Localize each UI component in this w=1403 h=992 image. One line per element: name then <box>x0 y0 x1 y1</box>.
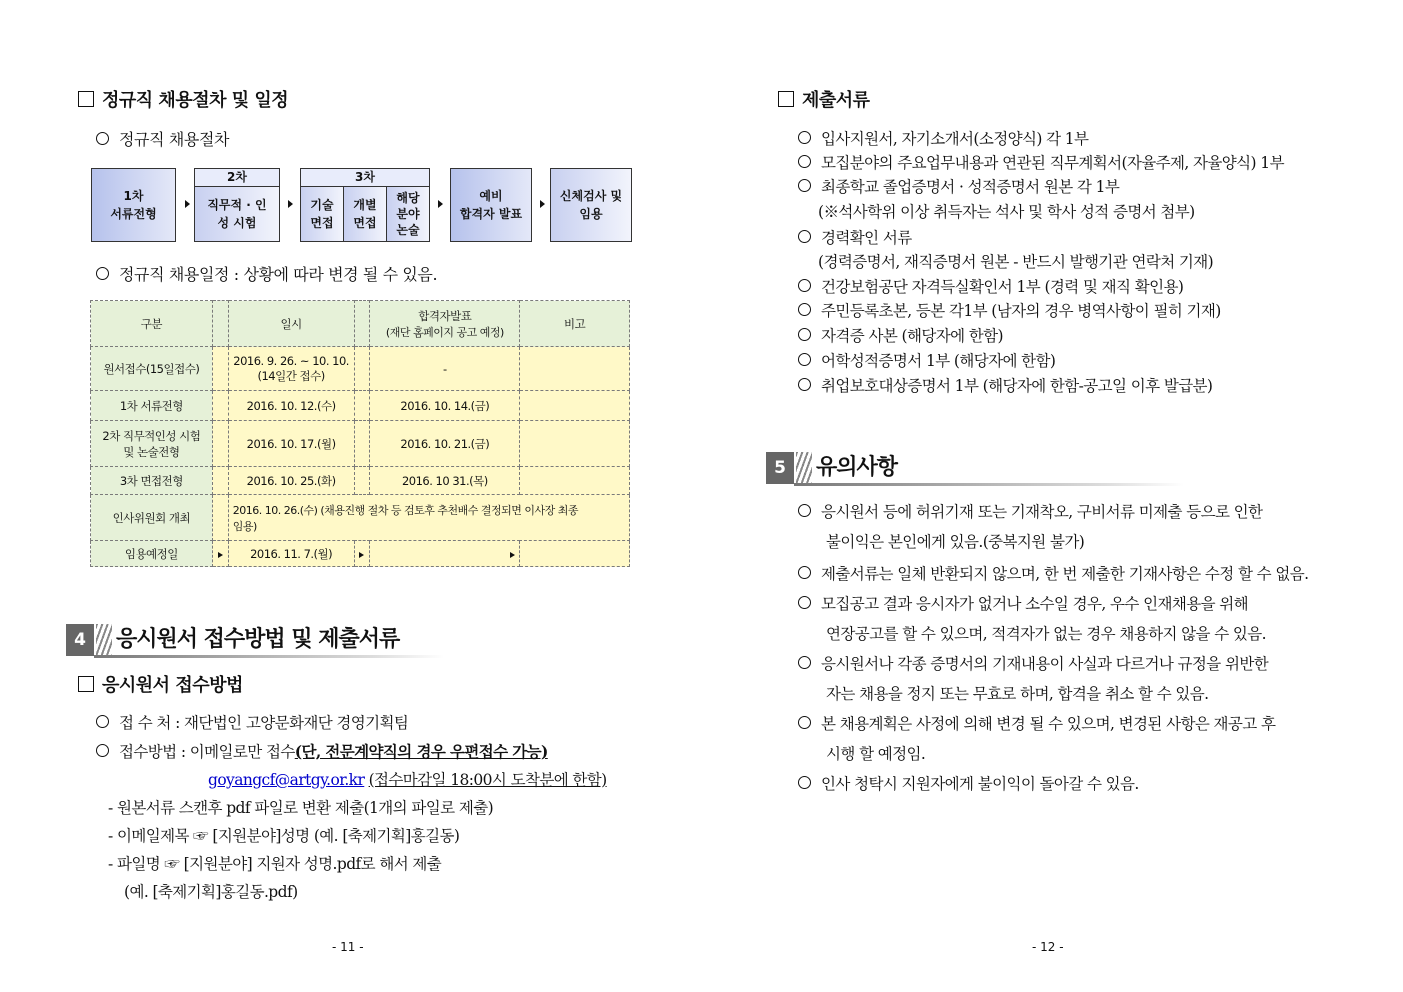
doc-item: 건강보험공단 자격득실확인서 1부 (경력 및 재직 확인용) <box>798 275 1183 297</box>
page-number-right: - 12 - <box>1032 940 1064 954</box>
flow-step-3-essay: 해당 분야 논술 <box>386 186 430 242</box>
table-row: 1차 서류전형 2016. 10. 12.(수) 2016. 10. 14.(금) <box>91 391 630 421</box>
stripe-decoration <box>796 452 812 484</box>
doc-item: 취업보호대상증명서 1부 (해당자에 한함-공고일 이후 발급분) <box>798 374 1212 396</box>
flow-step-5: 신체검사 및 임용 <box>550 168 632 242</box>
doc-item: 주민등록초본, 등본 각1부 (남자의 경우 병역사항이 필히 기재) <box>798 299 1221 321</box>
notice-item: 응시원서나 각종 증명서의 기재내용이 사실과 다르거나 규정을 위반한 <box>798 652 1268 674</box>
divider <box>94 655 444 658</box>
table-header-row <box>91 301 630 347</box>
stripe-decoration <box>96 624 112 656</box>
circle-bullet-icon <box>798 716 811 729</box>
triangle-marker-icon <box>510 552 515 558</box>
checkbox-square-icon <box>778 91 794 107</box>
notice-item-cont: 불이익은 본인에게 있음.(중복지원 불가) <box>826 533 1085 551</box>
apply-dash-3-example: (예. [축제기획]홍길동.pdf) <box>124 883 298 901</box>
apply-dash-2: - 이메일제목 ☞ [지원분야]성명 (예. [축제기획]홍길동) <box>108 827 460 845</box>
section-heading-apply: 응시원서 접수방법 <box>78 671 243 697</box>
flow-step-2-head: 2차 <box>194 168 280 187</box>
notice-item: 본 채용계획은 사정에 의해 변경 될 수 있으며, 변경된 사항은 재공고 후 <box>798 712 1275 734</box>
doc-item: 경력확인 서류 <box>798 226 912 248</box>
circle-bullet-icon <box>96 744 109 757</box>
circle-bullet-icon <box>798 131 811 144</box>
flow-step-3-head: 3차 <box>300 168 430 187</box>
notice-item-cont: 자는 채용을 정지 또는 무효로 하며, 합격을 취소 할 수 있음. <box>826 685 1209 703</box>
doc-item: 입사지원서, 자기소개서(소정양식) 각 1부 <box>798 127 1088 149</box>
table-row: 2차 직무적인성 시험 및 논술전형 2016. 10. 17.(월) 2016. 10. 21.(금) <box>91 421 630 467</box>
checkbox-square-icon <box>78 91 94 107</box>
table-row: 3차 면접전형 2016. 10. 25.(화) 2016. 10 31.(목) <box>91 467 630 495</box>
table-header-announce: 합격자발표 (재단 홈페이지 공고 예정) <box>370 301 520 347</box>
notice-item: 모집공고 결과 응시자가 없거나 소수일 경우, 우수 인재채용을 위해 <box>798 592 1248 614</box>
flow-step-1: 1차 서류전형 <box>91 168 176 242</box>
section-title: 정규직 채용절차 및 일정 <box>102 90 289 111</box>
page-number-left: - 11 - <box>332 940 364 954</box>
section-heading-documents: 제출서류 <box>778 86 870 112</box>
doc-item: 자격증 사본 (해당자에 한함) <box>798 324 1003 346</box>
circle-bullet-icon <box>96 132 109 145</box>
doc-item-note: (※석사학위 이상 취득자는 석사 및 학사 성적 증명서 첨부) <box>818 203 1195 221</box>
doc-item-note: (경력증명서, 재직증명서 원본 - 반드시 발행기관 연락처 기재) <box>818 253 1214 271</box>
circle-bullet-icon <box>798 230 811 243</box>
doc-item: 어학성적증명서 1부 (해당자에 한함) <box>798 349 1055 371</box>
table-header-note: 비고 <box>520 301 630 347</box>
apply-dash-1: - 원본서류 스캔후 pdf 파일로 변환 제출(1개의 파일로 제출) <box>108 799 494 817</box>
apply-email-line: goyangcf@artgy.or.kr (접수마감일 18:00시 도착분에 한함) <box>208 771 607 789</box>
divider <box>794 483 1184 486</box>
circle-bullet-icon <box>798 353 811 366</box>
table-row: 인사위원회 개최 2016. 10. 26.(수) (채용진행 절차 등 검토후 추천배수 결정되면 이사장 최종 임용) <box>91 495 630 541</box>
circle-bullet-icon <box>798 303 811 316</box>
triangle-marker-icon <box>359 552 364 558</box>
checkbox-square-icon <box>78 676 94 692</box>
arrow-right-icon <box>185 200 190 208</box>
table-header-date: 일시 <box>228 301 354 347</box>
notice-item-cont: 연장공고를 할 수 있으며, 적격자가 없는 경우 채용하지 않을 수 있음. <box>826 625 1266 643</box>
circle-bullet-icon <box>798 179 811 192</box>
circle-bullet-icon <box>798 279 811 292</box>
notice-item: 응시원서 등에 허위기재 또는 기재착오, 구비서류 미제출 등으로 인한 <box>798 500 1262 522</box>
flow-step-2: 직무적 · 인 성 시험 <box>194 186 280 242</box>
section-banner-title: 유의사항 <box>816 455 898 480</box>
flow-step-3-tech: 기술 면접 <box>300 186 344 242</box>
circle-bullet-icon <box>96 267 109 280</box>
circle-bullet-icon <box>96 715 109 728</box>
circle-bullet-icon <box>798 596 811 609</box>
procedure-label: 정규직 채용절차 <box>96 127 229 150</box>
apply-dash-3: - 파일명 ☞ [지원분야] 지원자 성명.pdf로 해서 제출 <box>108 855 442 873</box>
circle-bullet-icon <box>798 776 811 789</box>
schedule-label: 정규직 채용일정 : 상황에 따라 변경 될 수 있음. <box>96 262 437 285</box>
circle-bullet-icon <box>798 378 811 391</box>
circle-bullet-icon <box>798 155 811 168</box>
table-header-category: 구분 <box>91 301 213 347</box>
notice-item-cont: 시행 할 예정임. <box>826 745 926 763</box>
section-heading-procedure <box>78 86 288 112</box>
schedule-table <box>90 300 630 567</box>
table-row: 원서접수(15일접수) 2016. 9. 26. ~ 10. 10. (14일간 접수) - <box>91 347 630 391</box>
circle-bullet-icon <box>798 504 811 517</box>
notice-item: 제출서류는 일체 반환되지 않으며, 한 번 제출한 기재사항은 수정 할 수 없음. <box>798 562 1308 584</box>
section-banner-4 <box>66 620 446 658</box>
arrow-right-icon <box>438 200 443 208</box>
section-banner-title: 응시원서 접수방법 및 제출서류 <box>116 627 400 652</box>
apply-method: 접수방법 : 이메일로만 접수(단, 전문계약직의 경우 우편접수 가능) <box>96 740 548 762</box>
triangle-marker-icon <box>218 552 223 558</box>
flow-step-4: 예비 합격자 발표 <box>450 168 532 242</box>
circle-bullet-icon <box>798 656 811 669</box>
apply-place: 접 수 처 : 재단법인 고양문화재단 경영기획팀 <box>96 711 408 733</box>
section-number: 5 <box>766 452 794 484</box>
doc-item: 모집분야의 주요업무내용과 연관된 직무계획서(자율주제, 자율양식) 1부 <box>798 151 1284 173</box>
flow-step-3-individual: 개별 면접 <box>343 186 387 242</box>
circle-bullet-icon <box>798 328 811 341</box>
arrow-right-icon <box>540 200 545 208</box>
arrow-right-icon <box>288 200 293 208</box>
section-banner-5 <box>766 448 1186 486</box>
email-link[interactable]: goyangcf@artgy.or.kr <box>208 771 365 789</box>
circle-bullet-icon <box>798 566 811 579</box>
table-row: 임용예정일 2016. 11. 7.(월) <box>91 541 630 567</box>
section-number: 4 <box>66 624 94 656</box>
notice-item: 인사 청탁시 지원자에게 불이익이 돌아갈 수 있음. <box>798 772 1139 794</box>
doc-item: 최종학교 졸업증명서 · 성적증명서 원본 각 1부 <box>798 175 1119 197</box>
